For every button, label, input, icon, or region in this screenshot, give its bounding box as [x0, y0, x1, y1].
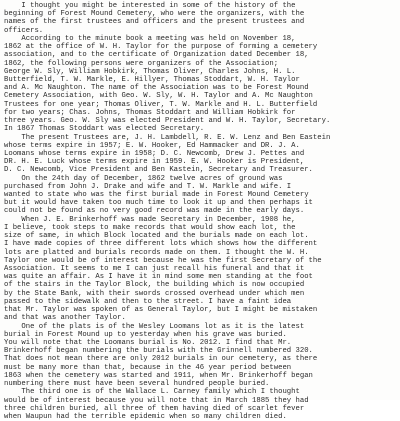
text-line: I thought you might be interested in some of the history of the: [4, 2, 296, 10]
text-line: DR. H. E. Luck whose terms expire in 1959. E. W. Hooker is President,: [4, 158, 305, 167]
text-line: Trustees for one year; Thomas Oliver, T. W. Markle and H. L. Butterfield: [4, 100, 318, 109]
text-line: was quite an affair. As I have it in mind some men standing at the foot: [4, 273, 313, 282]
text-line: 1862, the following persons were organizers of the Association;: [4, 59, 279, 68]
text-line: When J. E. Brinkerhoff was made Secretary in December, 1908 he,: [4, 215, 296, 224]
text-line: The present Trustees are, J. H. Lambdell, R. E. W. Lenz and Ben Eastein: [4, 133, 331, 142]
text-line: According to the minute book a meeting was held on November 18,: [4, 34, 296, 43]
text-line: One of the plats is of the Wesley Loomans lot as it is the latest: [4, 322, 305, 331]
text-line: three years. Geo. W. Sly was elected President and W. H. Taylor, Secretary.: [4, 117, 331, 126]
text-line: Cemetery Association, with Geo. W. Sly, W. H. Taylor and A. Mc Naughton: [4, 92, 313, 101]
text-line: association, and to the certificate of Organization dated December 18,: [4, 51, 309, 60]
text-line: officers.: [4, 26, 44, 35]
text-line: could not be found as no very good record was made in the early days.: [4, 207, 305, 216]
text-line: beginning of Forest Mound Cemetery, who were the organizers, with the: [4, 10, 305, 19]
text-line: In 1867 Thomas Stoddart was elected Secretary.: [4, 125, 205, 134]
text-line: size of same, in which Block located and the burials made on each lot.: [4, 232, 309, 241]
text-line: three children buried, all three of them having died of scarlet fever: [4, 404, 305, 413]
text-line: but it would have taken too much time to look it up and then perhaps it: [4, 199, 313, 208]
text-line: I have made copies of three different lots which shows how the different: [4, 240, 318, 249]
text-line: purchased from John J. Drake and wife and T. W. Markle and wife. I: [4, 182, 292, 191]
text-line: Brinkerhoff began numbering the burials with the Grinnell numbered 320.: [4, 347, 313, 356]
text-line: when Waupun had the terrible epidemic when so many children died.: [4, 412, 287, 421]
text-line: numbering there must have been several hundred people buried.: [4, 380, 270, 389]
text-line: You will note that the Loomans burial is No. 2012. I find that Mr.: [4, 338, 292, 347]
text-line: 1862 at the office of W. H. Taylor for the purpose of forming a cemetery: [4, 43, 318, 52]
text-line: Loomans whose terms expire in 1958; D. C. Newcomb, Drew J. Pettes and: [4, 149, 305, 158]
text-line: Taylor one would be of interest because he was the first Secretary of the: [4, 256, 322, 265]
text-line: whose terms expire in 1957; E. W. Hooker, Ed Hammacker and DR. J. A.: [4, 141, 300, 150]
text-line: I believe, took steps to make records that would show each lot, the: [4, 223, 296, 232]
text-line: for two years; Chas. Johns, Thomas Stoddart and William Hobkirk for: [4, 108, 296, 117]
text-line: by the State Bank, with their swords crossed overhead under which men: [4, 289, 305, 298]
text-line: 1863 when the cemetery was started and 1911, when Mr. Brinkerhoff began: [4, 371, 313, 380]
text-line: Association. It seems to me I can just recall his funeral and that it: [4, 265, 305, 273]
text-line: The third one is of the Wallace L. Carney family which I thought: [4, 388, 300, 397]
text-line: D. C. Newcomb, Vice President and Ben Kastein, Secretary and Treasurer.: [4, 166, 313, 175]
text-line: of the stairs in the Taylor Block, the building which is now occupied: [4, 281, 305, 290]
text-line: and that was another Taylor.: [4, 314, 126, 323]
text-line: passed to the sidewalk and then to the street. I have a faint idea: [4, 297, 292, 306]
text-line: That does not mean there are only 2012 burials in our cemetery, as there: [4, 355, 318, 364]
text-line: On the 24th day of December, 1862 twelve acres of ground was: [4, 174, 283, 183]
text-line: wanted to state who was the first burial made in Forest Mound Cemetery: [4, 191, 309, 200]
text-line: and A. Mc Naughton. The name of the Association was to be Forest Mound: [4, 84, 309, 93]
text-line: Butterfield, T. W. Markle, E. Hillyer, Thomas Stoddart, W. H. Taylor: [4, 75, 300, 84]
text-line: must be many more than that, because in the 46 year period between: [4, 363, 292, 372]
text-line: that Mr. Taylor was spoken of as General Taylor, but I might be mistaken: [4, 306, 318, 315]
text-line: George W. Sly, William Hobkirk, Thomas Oliver, Charles Johns, H. L.: [4, 67, 296, 76]
text-line: would be of interest because you will note that in March 1885 they had: [4, 396, 309, 405]
text-line: burial in Forest Mound up to yesterday when his grave was buried.: [4, 330, 287, 339]
text-line: names of the first trustees and officers and the present trustees and: [4, 18, 305, 27]
text-line: lots are platted and burials records made on them. I thought the W. H.: [4, 248, 309, 257]
letter-body: [4, 2, 400, 421]
